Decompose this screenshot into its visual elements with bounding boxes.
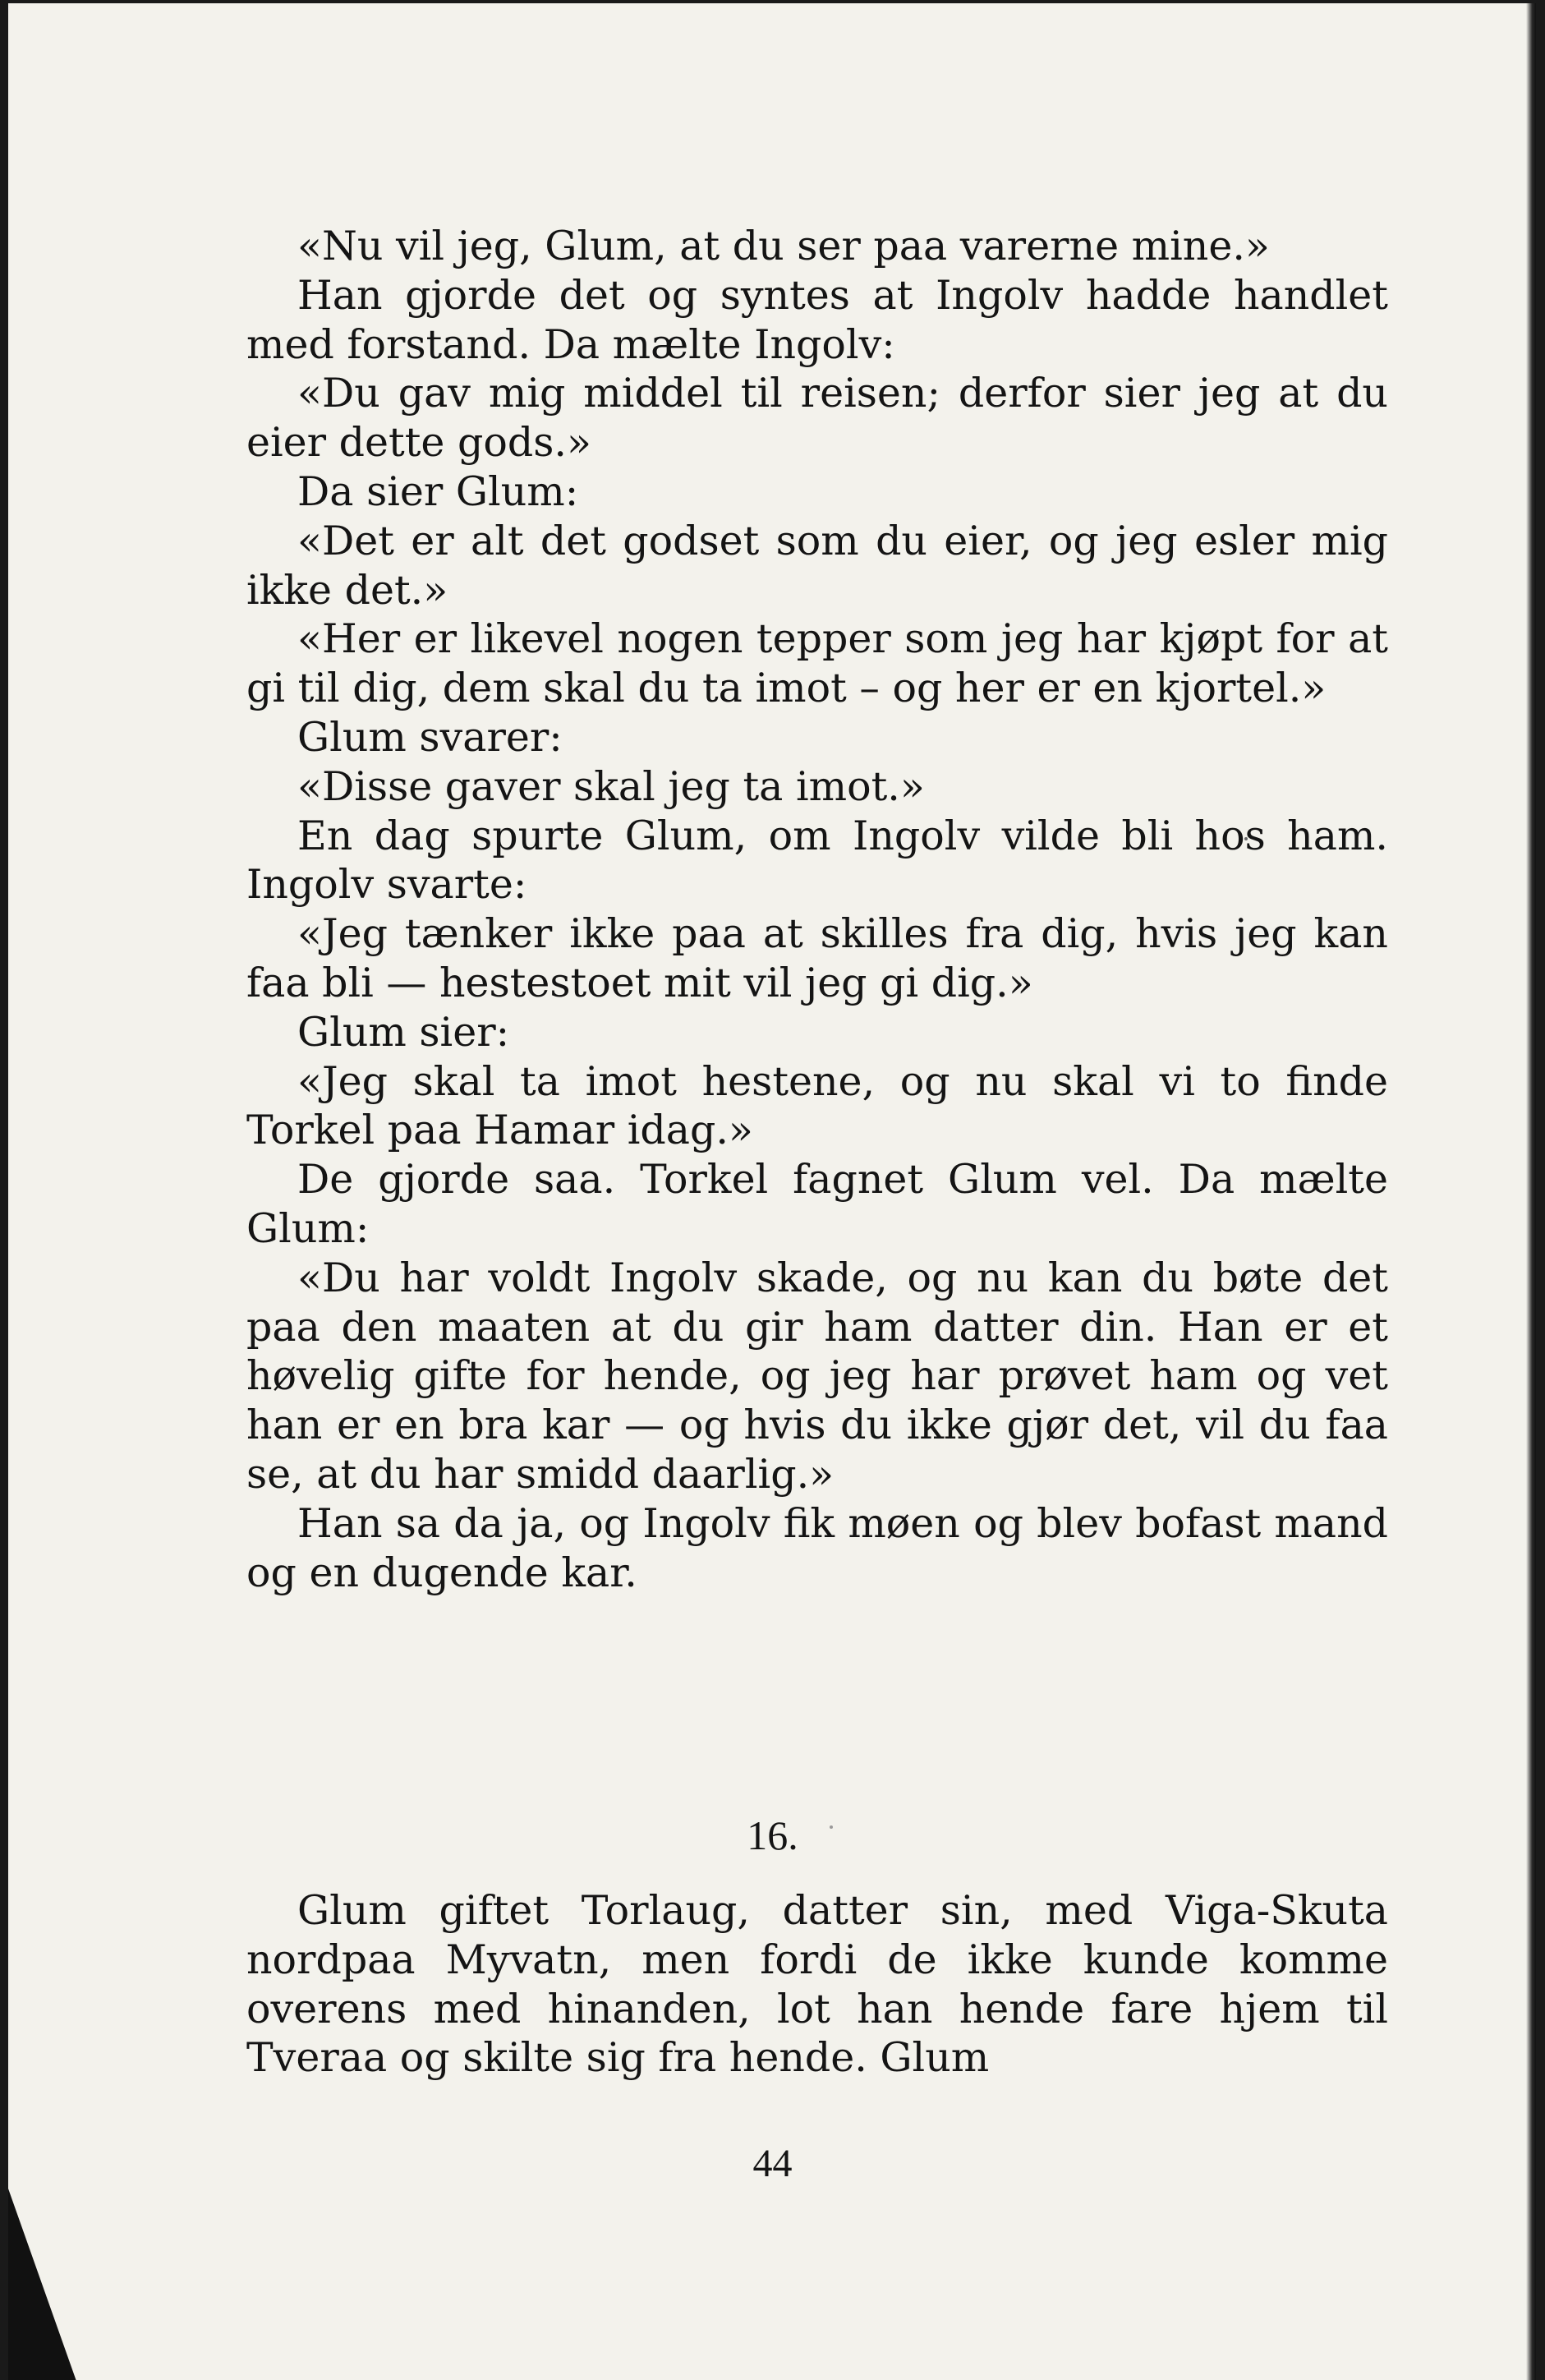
paragraph: «Det er alt det godset som du eier, og jeg esler mig ikke det.» (246, 517, 1388, 614)
paragraph: «Jeg skal ta imot hestene, og nu skal vi to finde Torkel paa Hamar idag.» (246, 1057, 1388, 1154)
paragraph: Glum svarer: (297, 713, 563, 761)
paragraph: Han gjorde det og syntes at Ingolv hadde handlet med forstand. Da mælte Ingolv: (246, 271, 1388, 368)
paragraph: «Nu vil jeg, Glum, at du ser paa varerne mine.» (297, 223, 1270, 269)
body-text (246, 222, 1388, 1597)
paragraph: «Disse gaver skal jeg ta imot.» (297, 762, 925, 810)
chapter-text (246, 1886, 1388, 2083)
paragraph: Glum giftet Torlaug, datter sin, med Viga-Skuta nordpaa Myvatn, men fordi de ikke kunde komme overens med hinanden, lot han hende fare hjem til Tveraa og skilte sig fra hende. Glum (246, 1887, 1388, 2082)
paragraph: «Du gav mig middel til reisen; derfor sier jeg at du eier dette gods.» (246, 370, 1388, 467)
paragraph: De gjorde saa. Torkel fagnet Glum vel. Da mælte Glum: (246, 1156, 1388, 1252)
paragraph: «Jeg tænker ikke paa at skilles fra dig, hvis jeg kan faa bli — hestestoet mit vil jeg gi dig.» (246, 910, 1388, 1006)
chapter-number: 16. (747, 1812, 798, 1858)
paragraph: Da sier Glum: (297, 467, 579, 515)
paragraph: En dag spurte Glum, om Ingolv vilde bli hos ham. Ingolv svarte: (246, 812, 1388, 909)
paragraph: Glum sier: (297, 1008, 510, 1056)
scan-edge-shadow (1526, 3, 1536, 2380)
paragraph: «Du har voldt Ingolv skade, og nu kan du bøte det paa den maaten at du gir ham datter din. Han er et høvelig gifte for hende, og jeg har prøvet ham og vet han er en bra kar — og hvis du ikke gjør det, vil du faa se, at du har smidd daarlig.» (246, 1254, 1388, 1498)
page-number: 44 (752, 2142, 793, 2185)
scan-corner-shadow (8, 2189, 78, 2380)
paragraph: Han sa da ja, og Ingolv fik møen og blev bofast mand og en dugende kar. (246, 1499, 1388, 1596)
paragraph: «Her er likevel nogen tepper som jeg har kjøpt for at gi til dig, dem skal du ta imot – og her er en kjortel.» (246, 615, 1388, 712)
